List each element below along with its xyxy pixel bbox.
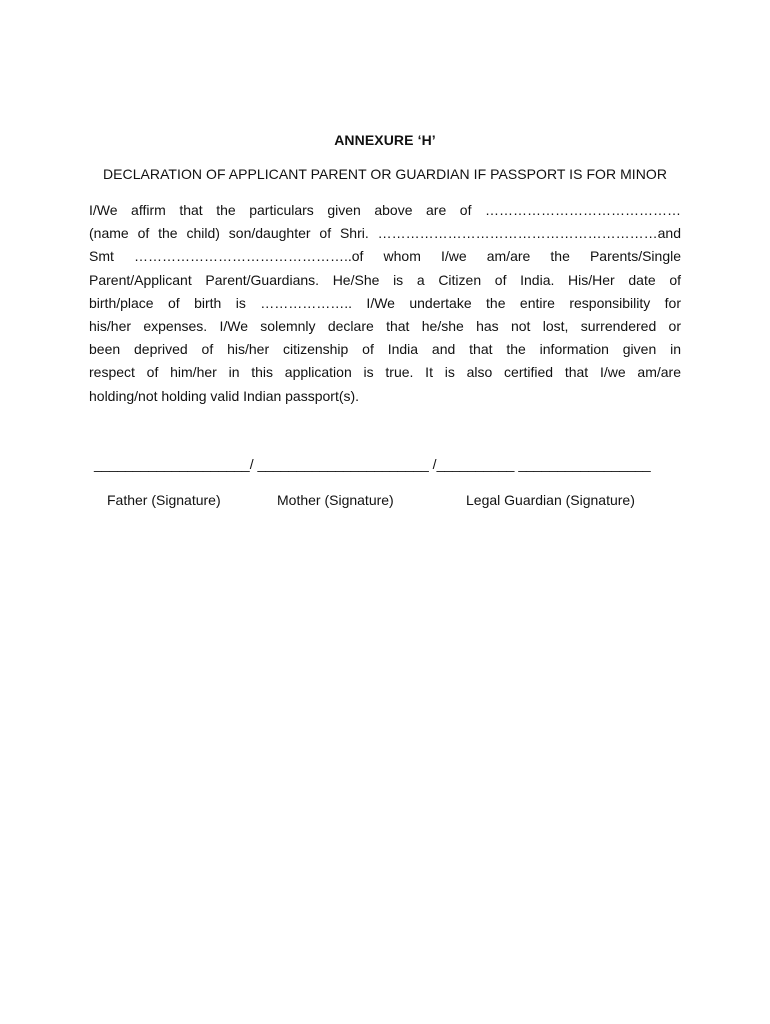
body-line: respect of him/her in this application is true. It is also certified that I/we am/are xyxy=(89,364,681,381)
mother-signature-label: Mother (Signature) xyxy=(277,492,394,508)
signature-lines: ____________________/ ______________________ /__________ _________________ xyxy=(94,456,651,472)
guardian-signature-label: Legal Guardian (Signature) xyxy=(466,492,635,508)
declaration-heading: DECLARATION OF APPLICANT PARENT OR GUARDIAN IF PASSPORT IS FOR MINOR xyxy=(102,166,667,182)
body-line: I/We affirm that the particulars given above are of …………………………………… xyxy=(89,202,681,218)
body-line: (name of the child) son/daughter of Shri. ……………………………………………………and xyxy=(89,225,681,242)
body-line: his/her expenses. I/We solemnly declare that he/she has not lost, surrendered or xyxy=(89,317,681,334)
body-line: birth/place of birth is ……………….. I/We undertake the entire responsibility for xyxy=(89,294,681,311)
body-line: Smt ………………………………………..of whom I/we am/are the Parents/Single xyxy=(89,248,681,265)
annexure-title: ANNEXURE ‘H’ xyxy=(334,132,436,148)
father-signature-label: Father (Signature) xyxy=(107,492,221,508)
body-line: been deprived of his/her citizenship of India and that the information given in xyxy=(89,341,681,358)
body-line: Parent/Applicant Parent/Guardians. He/She is a Citizen of India. His/Her date of xyxy=(89,271,681,288)
declaration-body xyxy=(89,199,681,408)
body-line: holding/not holding valid Indian passport(s). xyxy=(89,387,360,404)
